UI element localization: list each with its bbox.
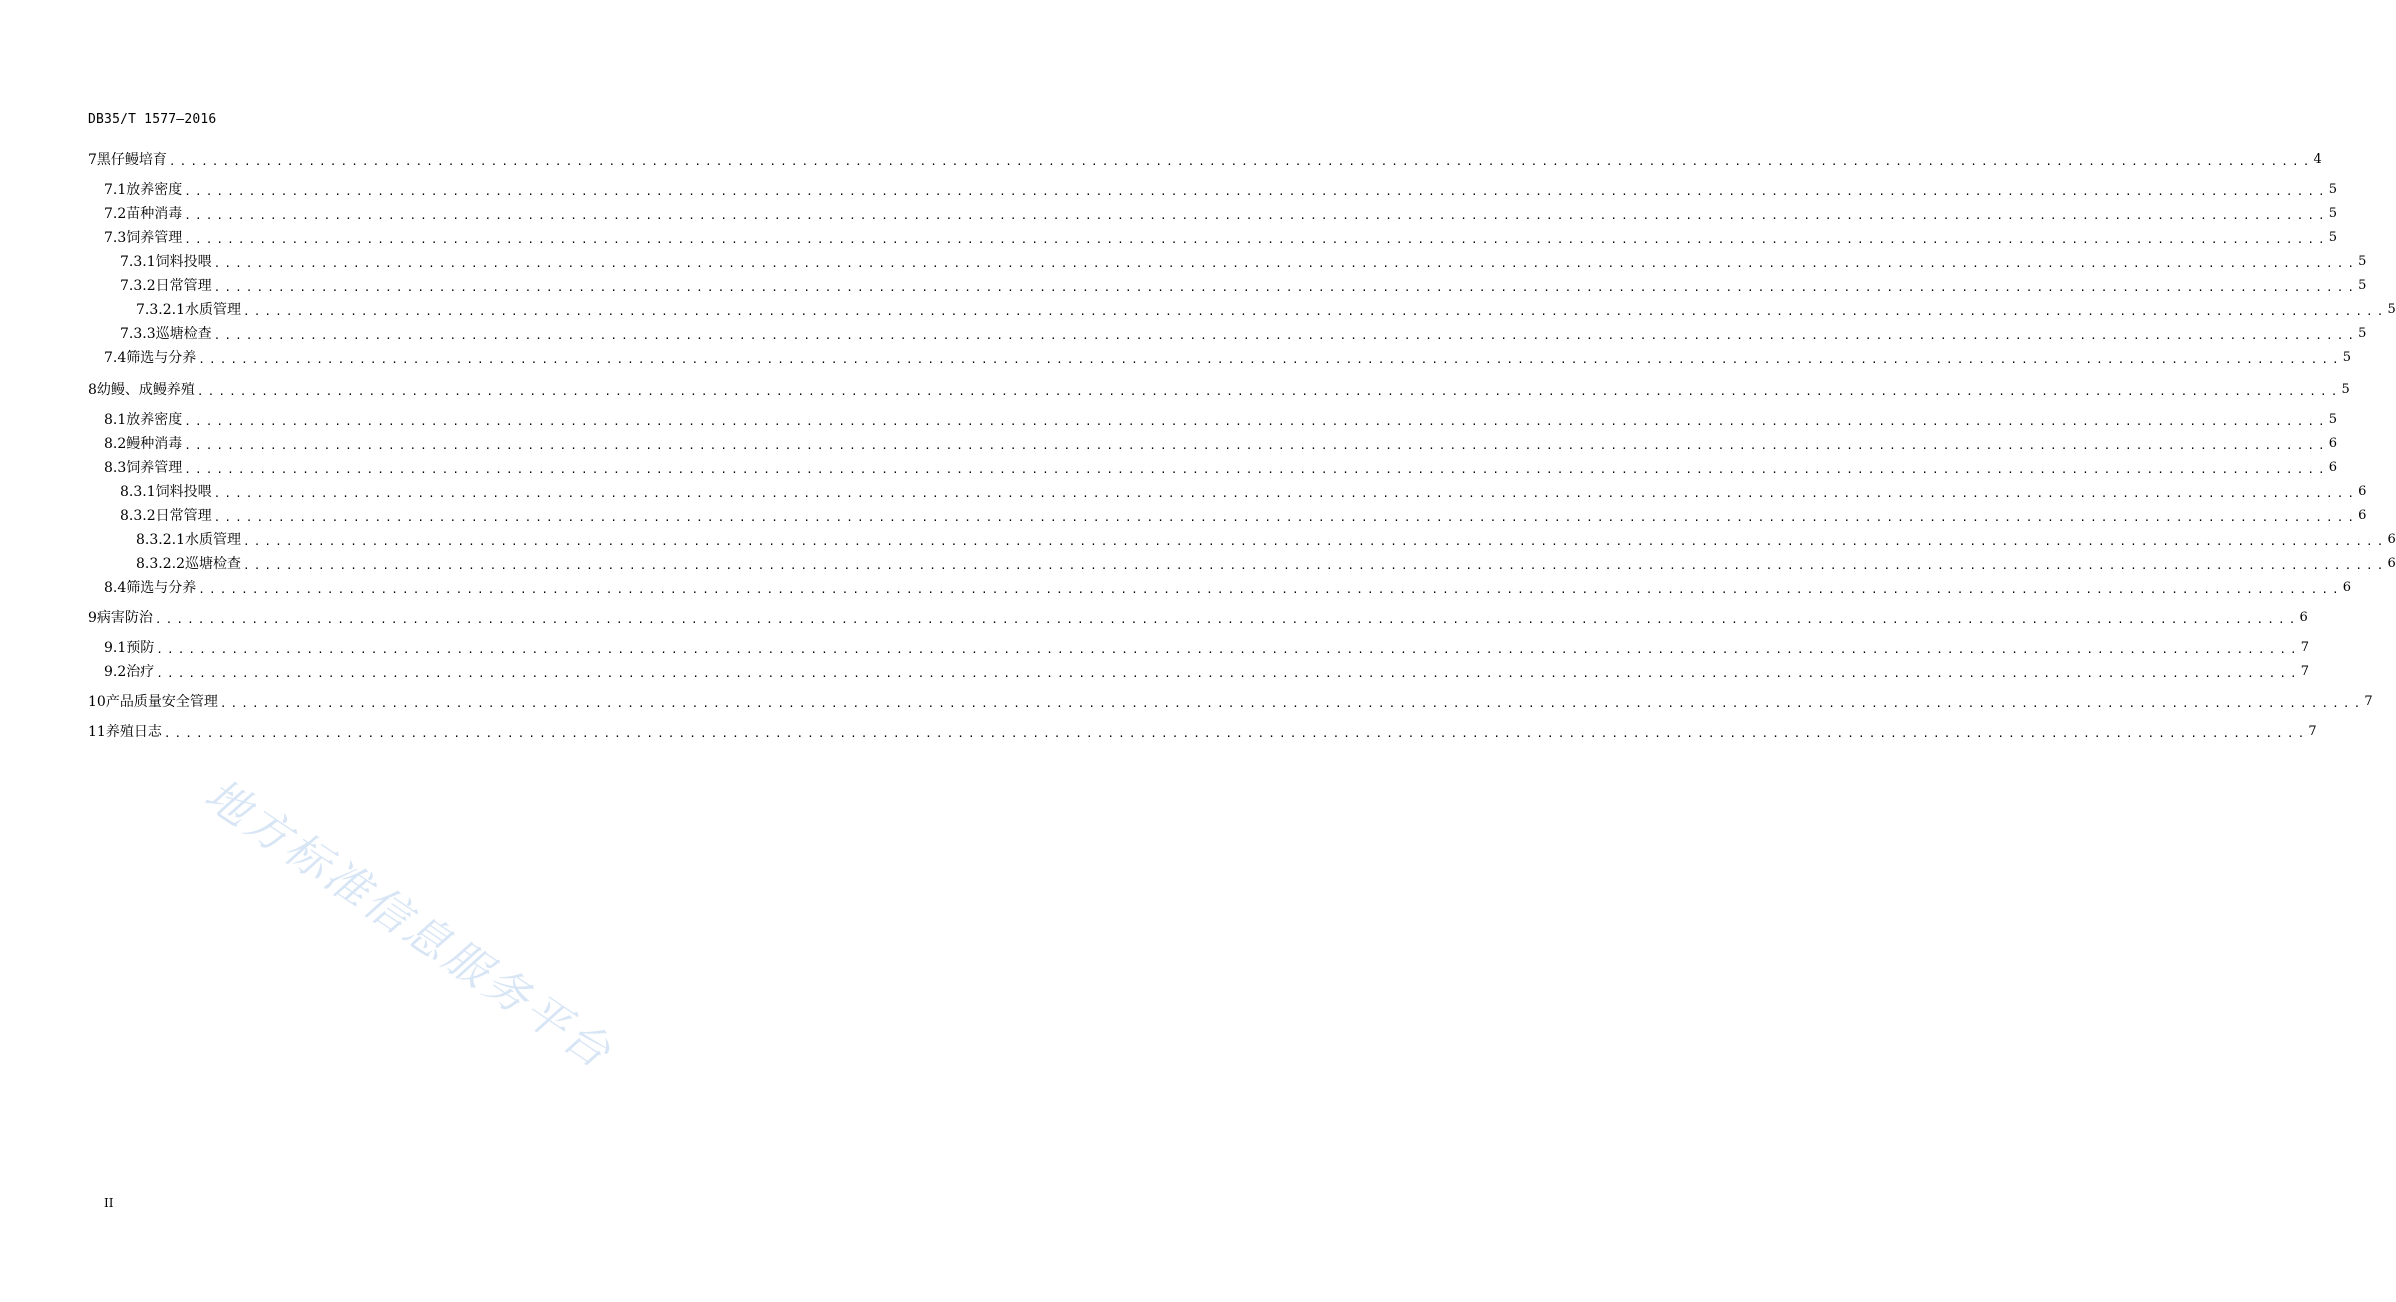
toc-entry-number: 7.2 (104, 206, 127, 222)
toc-entry-number: 8.3.2.1 (136, 532, 185, 548)
toc-entry-page: 6 (2299, 610, 2308, 625)
toc-leader-dots: ........................................................................................................................................................................................................ (156, 667, 2301, 680)
toc-entry[interactable] (0, 276, 2367, 296)
toc-entry-page: 6 (2328, 436, 2338, 451)
toc-leader-dots: ........................................................................................................................................................................................................ (154, 613, 2300, 626)
toc-leader-dots: ........................................................................................................................................................................................................ (184, 209, 2329, 222)
toc-entry[interactable] (0, 554, 2396, 574)
toc-entry[interactable] (0, 348, 2352, 368)
toc-entry[interactable] (0, 458, 2338, 478)
toc-entry-number: 8.3 (104, 460, 127, 476)
toc-entry[interactable] (0, 578, 2352, 598)
toc-entry-page: 6 (2342, 580, 2352, 595)
toc-entry[interactable] (0, 150, 2322, 170)
toc-entry-number: 7.3.3 (120, 326, 156, 342)
toc-entry-number: 7.3.1 (120, 254, 156, 270)
toc-leader-dots: ........................................................................................................................................................................................................ (156, 643, 2301, 656)
toc-entry-number: 9.1 (104, 640, 127, 656)
toc-entry-number: 8.3.1 (120, 484, 156, 500)
toc-entry-title: 病害防治 (96, 610, 153, 626)
toc-entry-title: 幼鳗、成鳗养殖 (96, 382, 195, 398)
toc-entry-page: 5 (2328, 182, 2338, 197)
toc-entry-page: 6 (2387, 532, 2396, 547)
toc-entry-number: 8.3.2 (120, 508, 156, 524)
toc-entry-title: 养殖日志 (105, 724, 162, 740)
toc-entry-number: 9 (88, 610, 97, 626)
toc-entry[interactable] (0, 410, 2338, 430)
toc-entry[interactable] (0, 662, 2310, 682)
toc-entry-title: 饲料投喂 (155, 484, 212, 500)
toc-entry[interactable] (0, 608, 2308, 628)
toc-entry[interactable] (0, 204, 2338, 224)
toc-entry-page: 6 (2387, 556, 2396, 571)
toc-leader-dots: ........................................................................................................................................................................................................ (242, 559, 2388, 572)
toc-leader-dots: ........................................................................................................................................................................................................ (213, 257, 2359, 270)
toc-entry-page: 6 (2358, 508, 2367, 523)
toc-leader-dots: ........................................................................................................................................................................................................ (198, 353, 2343, 366)
document-id: DB35/T 1577—2016 (88, 112, 217, 127)
toc-leader-dots: ........................................................................................................................................................................................................ (213, 329, 2359, 342)
toc-leader-dots: ........................................................................................................................................................................................................ (184, 233, 2329, 246)
toc-entry[interactable] (0, 434, 2338, 454)
toc-entry[interactable] (0, 180, 2338, 200)
toc-leader-dots: ........................................................................................................................................................................................................ (184, 415, 2329, 428)
toc-leader-dots: ........................................................................................................................................................................................................ (196, 385, 2342, 398)
toc-entry-page: 6 (2328, 460, 2338, 475)
toc-entry[interactable] (0, 300, 2396, 320)
toc-entry-page: 7 (2308, 724, 2317, 739)
toc-entry[interactable] (0, 506, 2367, 526)
toc-leader-dots: ........................................................................................................................................................................................................ (168, 155, 2314, 168)
toc-entry[interactable] (0, 722, 2317, 742)
toc-entry[interactable] (0, 228, 2338, 248)
toc-entry[interactable] (0, 324, 2367, 344)
toc-leader-dots: ........................................................................................................................................................................................................ (198, 583, 2343, 596)
toc-leader-dots: ........................................................................................................................................................................................................ (184, 185, 2329, 198)
toc-entry-number: 8.4 (104, 580, 127, 596)
toc-entry-page: 7 (2364, 694, 2373, 709)
toc-leader-dots: ........................................................................................................................................................................................................ (184, 463, 2329, 476)
toc-entry-number: 7.4 (104, 350, 127, 366)
toc-entry[interactable] (0, 530, 2396, 550)
toc-entry-number: 10 (88, 694, 106, 710)
toc-entry-title: 放养密度 (126, 412, 183, 428)
toc-leader-dots: ........................................................................................................................................................................................................ (219, 697, 2365, 710)
toc-entry-page: 7 (2300, 664, 2310, 679)
toc-entry-page: 5 (2341, 382, 2350, 397)
toc-entry-page: 5 (2358, 254, 2367, 269)
toc-entry-page: 7 (2300, 640, 2310, 655)
toc-leader-dots: ........................................................................................................................................................................................................ (213, 511, 2359, 524)
toc-entry-number: 7.3.2 (120, 278, 156, 294)
toc-entry-number: 7.3.2.1 (136, 302, 185, 318)
toc-leader-dots: ........................................................................................................................................................................................................ (213, 487, 2359, 500)
toc-leader-dots: ........................................................................................................................................................................................................ (242, 305, 2388, 318)
toc-entry-title: 黑仔鳗培育 (96, 152, 167, 168)
toc-entry-title: 水质管理 (184, 532, 241, 548)
toc-entry-title: 治疗 (126, 664, 155, 680)
toc-entry-title: 日常管理 (155, 508, 212, 524)
toc-entry-page: 5 (2358, 278, 2367, 293)
toc-entry-page: 4 (2313, 152, 2322, 167)
toc-leader-dots: ........................................................................................................................................................................................................ (163, 727, 2309, 740)
toc-entry-title: 产品质量安全管理 (105, 694, 218, 710)
toc-entry-title: 巡塘检查 (155, 326, 212, 342)
toc-entry-page: 5 (2328, 230, 2338, 245)
toc-entry-title: 饲料投喂 (155, 254, 212, 270)
toc-leader-dots: ........................................................................................................................................................................................................ (213, 281, 2359, 294)
toc-entry-page: 5 (2387, 302, 2396, 317)
toc-entry-number: 8 (88, 382, 97, 398)
toc-entry-number: 9.2 (104, 664, 127, 680)
toc-entry-page: 6 (2358, 484, 2367, 499)
toc-entry-page: 5 (2328, 412, 2338, 427)
toc-entry-title: 鳗种消毒 (126, 436, 183, 452)
toc-entry[interactable] (0, 380, 2350, 400)
toc-leader-dots: ........................................................................................................................................................................................................ (184, 439, 2329, 452)
toc-entry-title: 苗种消毒 (126, 206, 183, 222)
watermark: 地方标准信息服务平台 (195, 769, 622, 1080)
page-number: II (104, 1196, 114, 1210)
toc-entry-title: 日常管理 (155, 278, 212, 294)
toc-entry-page: 5 (2328, 206, 2338, 221)
toc-entry-number: 7.3 (104, 230, 127, 246)
toc-entry-title: 筛选与分养 (126, 580, 197, 596)
toc-entry-number: 8.1 (104, 412, 127, 428)
toc-entry-title: 放养密度 (126, 182, 183, 198)
toc-entry-number: 11 (88, 724, 106, 740)
toc-entry-number: 7.1 (104, 182, 127, 198)
toc-entry-title: 预防 (126, 640, 155, 656)
toc-entry[interactable] (0, 692, 2373, 712)
toc-leader-dots: ........................................................................................................................................................................................................ (242, 535, 2388, 548)
toc-entry-number: 8.2 (104, 436, 127, 452)
toc-entry-title: 筛选与分养 (126, 350, 197, 366)
toc-entry-title: 饲养管理 (126, 460, 183, 476)
toc-entry-page: 5 (2358, 326, 2367, 341)
toc-entry-page: 5 (2342, 350, 2352, 365)
toc-entry-number: 8.3.2.2 (136, 556, 185, 572)
toc-entry-number: 7 (88, 152, 97, 168)
toc-entry-title: 水质管理 (184, 302, 241, 318)
toc-entry-title: 巡塘检查 (184, 556, 241, 572)
toc-entry[interactable] (0, 252, 2367, 272)
toc-entry-title: 饲养管理 (126, 230, 183, 246)
toc-entry[interactable] (0, 638, 2310, 658)
toc-entry[interactable] (0, 482, 2367, 502)
